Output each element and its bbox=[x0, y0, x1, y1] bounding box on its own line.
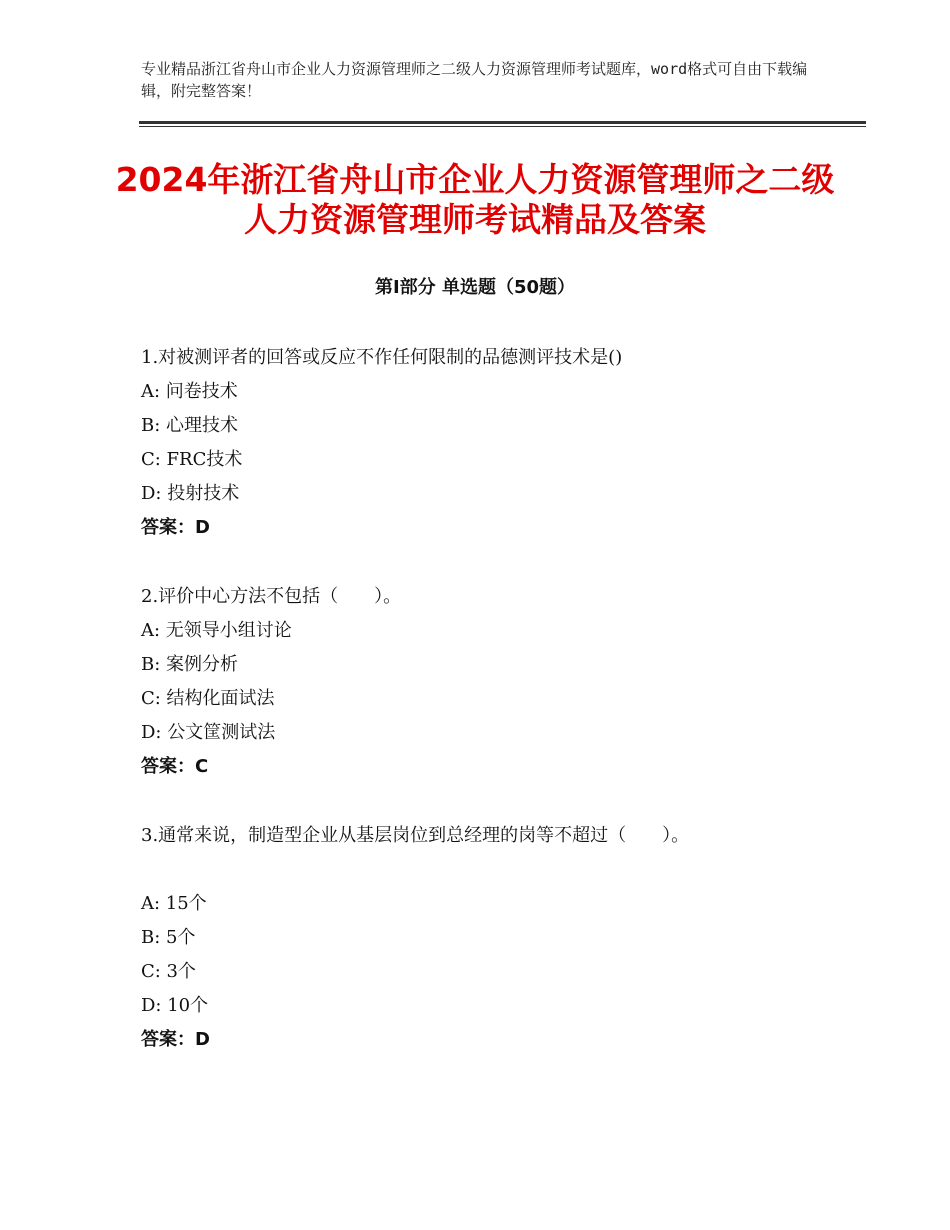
question-1-option-d: D: 投射技术 bbox=[141, 483, 240, 504]
question-1-option-b: B: 心理技术 bbox=[141, 415, 239, 436]
question-3-option-a: A: 15个 bbox=[141, 893, 207, 914]
question-2-option-d: D: 公文筐测试法 bbox=[141, 722, 276, 743]
question-3-text: 3.通常来说，制造型企业从基层岗位到总经理的岗等不超过（ ）。 bbox=[141, 825, 690, 846]
question-3-option-b: B: 5个 bbox=[141, 927, 196, 948]
question-2-option-a: A: 无领导小组讨论 bbox=[141, 620, 292, 641]
question-3-option-c: C: 3个 bbox=[141, 961, 197, 982]
question-2-answer: 答案：C bbox=[141, 756, 209, 777]
question-1-answer: 答案：D bbox=[141, 517, 210, 538]
question-1-option-a: A: 问卷技术 bbox=[141, 381, 238, 402]
document-title: 2024年浙江省舟山市企业人力资源管理师之二级人力资源管理师考试精品及答案 bbox=[115, 160, 835, 239]
question-3-answer: 答案：D bbox=[141, 1029, 210, 1050]
header-note: 专业精品浙江省舟山市企业人力资源管理师之二级人力资源管理师考试题库，word格式可自由下载编辑，附完整答案！ bbox=[141, 60, 808, 100]
question-1-option-c: C: FRC技术 bbox=[141, 449, 243, 470]
question-1-text: 1.对被测评者的回答或反应不作任何限制的品德测评技术是() bbox=[141, 347, 623, 368]
question-2-text: 2.评价中心方法不包括（ ）。 bbox=[141, 586, 402, 607]
question-3-option-d: D: 10个 bbox=[141, 995, 209, 1016]
header-rule-thin bbox=[139, 126, 866, 127]
question-2-option-c: C: 结构化面试法 bbox=[141, 688, 275, 709]
section-heading: 第Ⅰ部分 单选题（50题） bbox=[374, 277, 575, 298]
header-rule-thick bbox=[139, 121, 866, 124]
question-2-option-b: B: 案例分析 bbox=[141, 654, 239, 675]
